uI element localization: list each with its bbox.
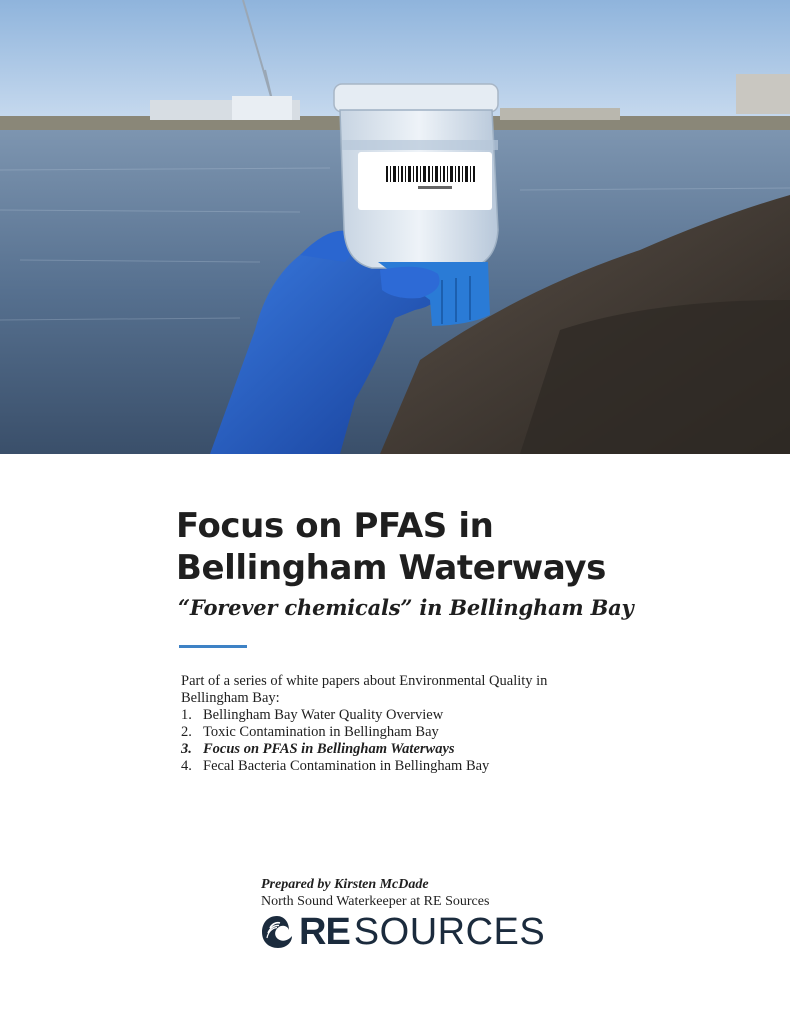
document-subtitle: “Forever chemicals” in Bellingham Bay (178, 595, 634, 620)
prepared-by: Prepared by Kirsten McDade (261, 877, 429, 892)
series-item-label: Focus on PFAS in Bellingham Waterways (203, 741, 455, 757)
title-line-2: Bellingham Waterways (176, 548, 606, 588)
series-item (181, 758, 601, 775)
logo-wordmark (299, 912, 545, 952)
logo-text-re: RE (299, 911, 350, 953)
title-line-1: Focus on PFAS in (176, 506, 494, 546)
cover-photo (0, 0, 790, 454)
series-item-current (181, 741, 601, 758)
series-item-label: Bellingham Bay Water Quality Overview (203, 707, 444, 723)
affiliation: North Sound Waterkeeper at RE Sources (261, 894, 490, 909)
series-item-number: 1. (181, 707, 192, 723)
re-sources-logo (261, 912, 545, 952)
document-title (176, 505, 606, 589)
series-intro: Part of a series of white papers about Environmental Quality in Bellingham Bay: (181, 673, 548, 706)
series-item-label: Fecal Bacteria Contamination in Bellingham Bay (203, 758, 490, 774)
series-info (181, 673, 601, 775)
logo-text-sources: SOURCES (353, 911, 546, 953)
series-item (181, 707, 601, 724)
wave-icon (261, 914, 293, 950)
series-item (181, 724, 601, 741)
series-item-number: 4. (181, 758, 192, 774)
accent-divider (179, 645, 247, 648)
series-item-number: 2. (181, 724, 192, 740)
series-item-label: Toxic Contamination in Bellingham Bay (203, 724, 439, 740)
credits (261, 876, 489, 910)
series-item-number: 3. (181, 741, 192, 757)
series-list (181, 707, 601, 775)
